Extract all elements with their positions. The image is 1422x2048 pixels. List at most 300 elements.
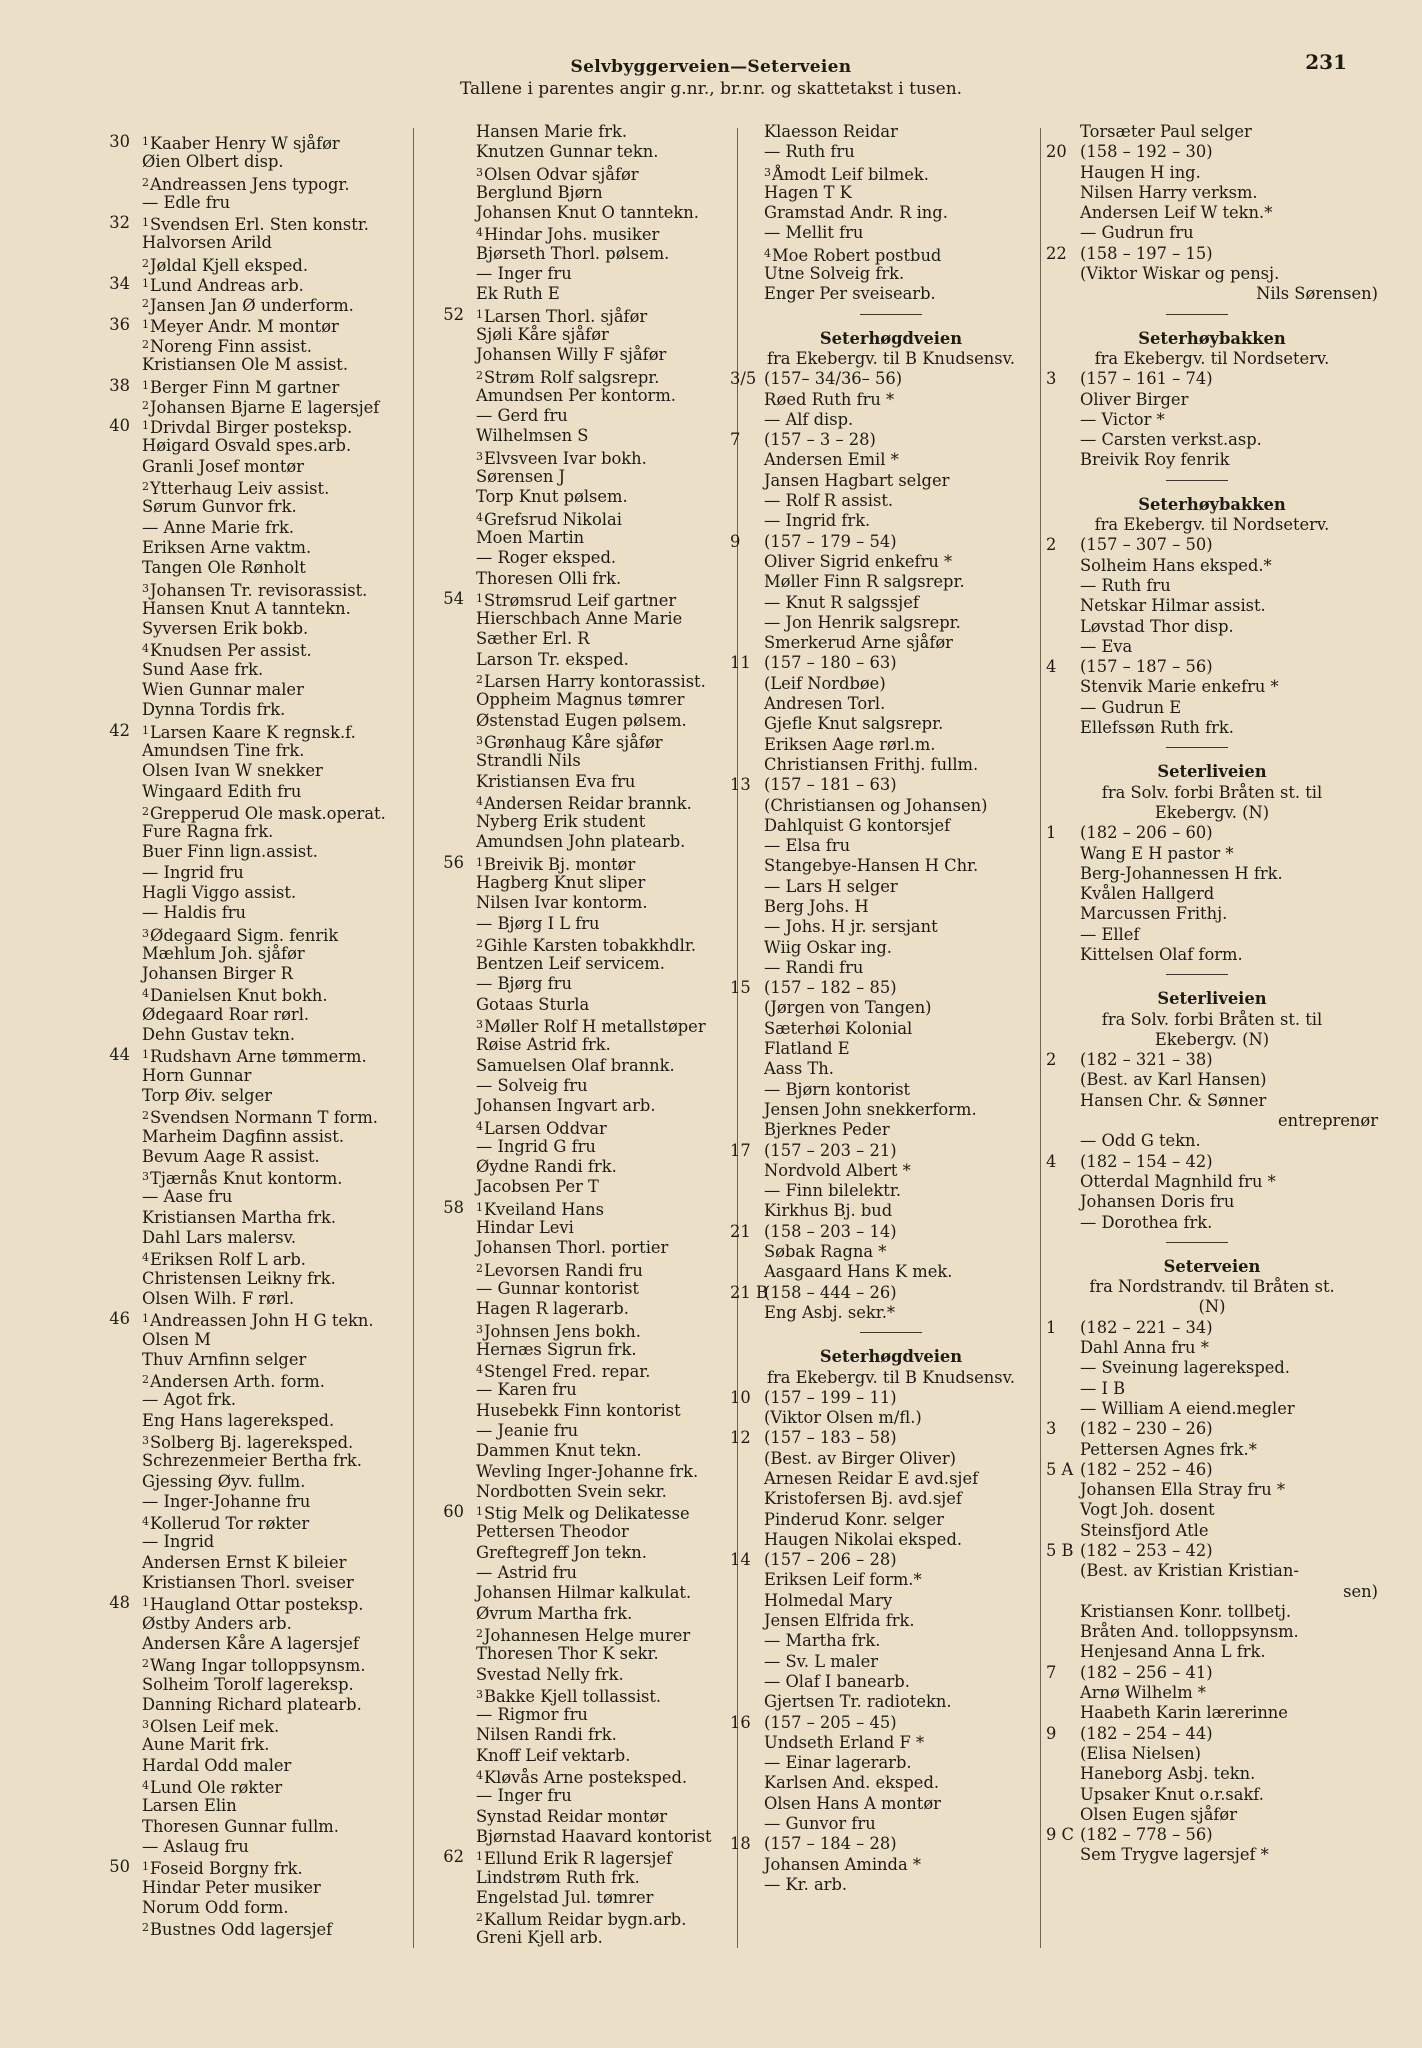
- resident-text: Gjertsen Tr. radiotekn.: [764, 1692, 952, 1712]
- directory-entry: [730, 796, 1052, 816]
- floor-marker: 4: [476, 510, 483, 524]
- resident-text: Øien Olbert disp.: [142, 152, 284, 172]
- house-number: 32: [109, 213, 130, 233]
- street-heading: Seterveien: [1163, 1256, 1261, 1276]
- house-number: 2: [1046, 535, 1057, 555]
- directory-entry: [90, 1735, 410, 1755]
- directory-entry: [1046, 1663, 1378, 1683]
- resident-text: Arnesen Reidar E avd.sjef: [764, 1469, 979, 1488]
- floor-marker: 3: [476, 165, 483, 179]
- directory-entry: [1046, 1703, 1378, 1723]
- resident-text: Christensen Leikny frk.: [142, 1268, 336, 1288]
- resident-text: Breivik Bj. montør: [484, 854, 636, 874]
- resident-text: — Inger-Johanne fru: [142, 1491, 311, 1511]
- directory-column-1: [90, 132, 410, 1938]
- resident-text: (Elisa Nielsen): [1080, 1743, 1202, 1763]
- directory-entry: [424, 893, 746, 913]
- directory-entry: [424, 1482, 746, 1502]
- resident-text: Wang Ingar tolloppsynsm.: [150, 1656, 366, 1676]
- house-number: 3/5: [730, 369, 757, 389]
- directory-entry: [90, 457, 410, 477]
- directory-entry: [730, 264, 1052, 284]
- directory-entry: [730, 1631, 1052, 1651]
- resident-text: Andersen Reidar brannk.: [484, 793, 692, 813]
- resident-text: — Rolf R assist.: [764, 491, 894, 511]
- resident-text: Johansen Aminda *: [764, 1854, 921, 1874]
- resident-text: Johnsen Jens bokh.: [484, 1321, 641, 1341]
- directory-entry: [424, 1340, 746, 1360]
- resident-text: Synstad Reidar montør: [476, 1806, 668, 1826]
- floor-marker: 3: [476, 733, 483, 747]
- directory-entry: [90, 1309, 410, 1329]
- directory-entry: [730, 1794, 1052, 1814]
- directory-entry: [730, 1141, 1052, 1161]
- floor-marker: 1: [476, 1850, 483, 1864]
- resident-text: Ellefssøn Ruth frk.: [1080, 718, 1234, 738]
- directory-entry: [424, 1543, 746, 1563]
- resident-text: Kollerud Tor røkter: [150, 1514, 310, 1534]
- resident-text: (157 – 161 – 74): [1080, 369, 1213, 389]
- resident-text: Wang E H pastor *: [1080, 843, 1234, 863]
- directory-entry: [730, 532, 1052, 552]
- directory-entry: [90, 1634, 410, 1654]
- directory-entry: [90, 1086, 410, 1106]
- directory-entry: [1046, 1399, 1378, 1419]
- directory-entry: [1046, 1070, 1378, 1090]
- resident-text: — Kr. arb.: [764, 1874, 848, 1894]
- directory-entry: [90, 964, 410, 984]
- directory-entry: [730, 633, 1052, 653]
- directory-entry: [90, 396, 410, 416]
- resident-text: (157 – 180 – 63): [764, 653, 897, 673]
- directory-entry: [424, 548, 746, 568]
- house-number: 9 C: [1046, 1825, 1074, 1845]
- entry-continuation: entreprenør: [1278, 1111, 1378, 1131]
- resident-text: Andreassen John H G tekn.: [150, 1311, 374, 1331]
- directory-entry: [90, 680, 410, 700]
- directory-entry: [424, 1746, 746, 1766]
- resident-text: Andersen Leif W tekn.*: [1080, 203, 1273, 223]
- resident-text: Johansen Birger R: [142, 964, 293, 984]
- directory-entry: [90, 1228, 410, 1248]
- resident-text: — Aslaug fru: [142, 1836, 249, 1856]
- directory-entry: [424, 1299, 746, 1319]
- resident-text: — Bjørg I L fru: [476, 913, 600, 933]
- directory-entry: [1046, 535, 1378, 555]
- directory-entry: [90, 1512, 410, 1532]
- resident-text: Jacobsen Per T: [476, 1177, 599, 1197]
- directory-entry: [424, 426, 746, 446]
- directory-entry: [90, 599, 410, 619]
- directory-entry: [1046, 1683, 1378, 1703]
- resident-text: (Leif Nordbøe): [764, 673, 886, 693]
- resident-text: Sem Trygve lagersjef *: [1080, 1845, 1269, 1865]
- directory-entry: [424, 1583, 746, 1603]
- resident-text: Olsen Hans A montør: [764, 1793, 941, 1813]
- resident-text: Kristiansen Konr. tollbetj.: [1080, 1601, 1292, 1621]
- directory-entry: [424, 690, 746, 710]
- street-route: fra Ekebergv. til Nordseterv.: [1094, 348, 1330, 368]
- street-route: Ekebergv. (N): [1154, 802, 1270, 822]
- resident-text: Haugen Nikolai eksped.: [764, 1529, 963, 1549]
- directory-entry: [90, 1208, 410, 1228]
- directory-entry: [424, 711, 746, 731]
- directory-entry: [424, 1380, 746, 1400]
- resident-text: Rudshavn Arne tømmerm.: [150, 1047, 367, 1067]
- resident-text: Oliver Sigrid enkefru *: [764, 551, 953, 571]
- resident-text: Utne Solveig frk.: [764, 264, 905, 284]
- directory-entry: [1046, 1805, 1378, 1825]
- resident-text: Eriksen Rolf L arb.: [150, 1250, 306, 1270]
- floor-marker: 3: [476, 1018, 483, 1032]
- directory-entry: [1046, 1318, 1378, 1338]
- resident-text: Johansen Hilmar kalkulat.: [476, 1583, 692, 1603]
- floor-marker: 1: [142, 419, 149, 433]
- directory-entry: [90, 761, 410, 781]
- directory-entry: [424, 1198, 746, 1218]
- directory-entry: [730, 1120, 1052, 1140]
- resident-text: Breivik Roy fenrik: [1080, 450, 1230, 470]
- directory-entry: [730, 1408, 1052, 1428]
- directory-entry: [730, 1100, 1052, 1120]
- directory-entry: [90, 1593, 410, 1613]
- house-number: 42: [109, 720, 130, 740]
- resident-text: Foseid Borgny frk.: [150, 1859, 303, 1879]
- directory-entry: [424, 995, 746, 1015]
- directory-entry: [90, 1269, 410, 1289]
- directory-entry: [1046, 1213, 1378, 1233]
- directory-entry: [90, 1411, 410, 1431]
- directory-entry: [424, 1725, 746, 1745]
- resident-text: Kaaber Henry W sjåfør: [150, 134, 340, 153]
- house-number: 38: [109, 375, 130, 395]
- resident-text: Greni Kjell arb.: [476, 1928, 603, 1948]
- resident-text: Thuv Arnfinn selger: [142, 1349, 307, 1369]
- resident-text: Ellund Erik R lagersjef: [484, 1849, 673, 1869]
- directory-entry: [424, 1441, 746, 1461]
- street-heading: Seterhøgdveien: [819, 1347, 963, 1367]
- directory-entry: [90, 315, 410, 335]
- resident-text: Østenstad Eugen pølsem.: [476, 710, 687, 730]
- resident-text: Johannesen Helge murer: [484, 1625, 691, 1645]
- resident-text: Andreassen Jens typogr.: [150, 174, 350, 194]
- house-number: 21 B: [730, 1282, 768, 1302]
- floor-marker: 3: [476, 449, 483, 463]
- resident-text: Hindar Levi: [476, 1218, 574, 1238]
- directory-entry: [1046, 369, 1378, 389]
- house-number: 11: [730, 653, 751, 673]
- resident-text: Meyer Andr. M montør: [150, 316, 339, 336]
- directory-entry: [1046, 945, 1378, 965]
- resident-text: Olsen M: [142, 1329, 211, 1349]
- directory-entry: [424, 853, 746, 873]
- floor-marker: 4: [142, 1515, 149, 1529]
- resident-text: Pettersen Theodor: [476, 1522, 629, 1542]
- resident-text: Wingaard Edith fru: [142, 781, 302, 801]
- directory-entry: [90, 1289, 410, 1309]
- directory-entry: [90, 782, 410, 802]
- directory-entry: [424, 1827, 746, 1847]
- floor-marker: 2: [142, 1657, 149, 1671]
- house-number: 60: [443, 1502, 464, 1522]
- directory-entry: [424, 751, 746, 771]
- directory-entry: [730, 1489, 1052, 1509]
- directory-entry: [1046, 1541, 1378, 1561]
- resident-text: (157 – 307 – 50): [1080, 535, 1213, 555]
- resident-text: Hagen R lagerarb.: [476, 1299, 629, 1319]
- resident-text: Andersen Ernst K bileier: [142, 1552, 347, 1572]
- resident-text: Nyberg Erik student: [476, 812, 646, 832]
- resident-text: Kløvås Arne posteksped.: [484, 1768, 688, 1788]
- resident-text: Johansen Doris fru: [1080, 1192, 1235, 1212]
- resident-text: Ødegaard Roar rørl.: [142, 1004, 310, 1024]
- directory-entry: [90, 944, 410, 964]
- directory-entry: [424, 1279, 746, 1299]
- directory-entry: [90, 660, 410, 680]
- floor-marker: 3: [142, 1434, 149, 1447]
- directory-entry: [424, 366, 746, 386]
- directory-entry: [1046, 183, 1378, 203]
- house-number: 3: [1046, 369, 1057, 389]
- resident-text: Nordbotten Svein sekr.: [476, 1481, 667, 1501]
- resident-text: Jensen Elfrida frk.: [764, 1611, 915, 1631]
- resident-text: Solheim Torolf lagereksp.: [142, 1674, 354, 1694]
- resident-text: Haabeth Karin lærerinne: [1080, 1703, 1288, 1723]
- directory-entry: [424, 1462, 746, 1482]
- floor-marker: 1: [476, 1505, 483, 1519]
- resident-text: Larson Tr. eksped.: [476, 649, 629, 669]
- directory-entry: [90, 1878, 410, 1898]
- house-number: 14: [730, 1550, 751, 1570]
- resident-text: Thoresen Gunnar fullm.: [142, 1816, 339, 1836]
- street-route: fra Nordstrandv. til Bråten st.: [1089, 1277, 1335, 1297]
- house-number: 58: [443, 1197, 464, 1217]
- resident-text: Gjefle Knut salgsrepr.: [764, 714, 944, 734]
- resident-text: Christiansen Frithj. fullm.: [764, 754, 979, 774]
- directory-entry: [424, 1786, 746, 1806]
- directory-entry: [90, 1472, 410, 1492]
- directory-entry: [1046, 1480, 1378, 1500]
- resident-text: Kallum Reidar bygn.arb.: [484, 1910, 687, 1930]
- directory-entry: [730, 1530, 1052, 1550]
- resident-text: Marcussen Frithj.: [1080, 904, 1228, 924]
- section-divider: [1046, 1233, 1378, 1251]
- resident-text: Møller Finn R salgsrepr.: [764, 572, 965, 592]
- resident-text: — Randi fru: [764, 957, 864, 977]
- directory-entry: [1046, 1845, 1378, 1865]
- directory-column-3: [730, 122, 1052, 1895]
- resident-text: — Gerd fru: [476, 406, 568, 426]
- directory-entry: [90, 538, 410, 558]
- resident-text: Kvålen Hallgerd: [1080, 884, 1215, 904]
- floor-marker: 2: [476, 673, 483, 687]
- directory-entry: [90, 842, 410, 862]
- resident-text: Fure Ragna frk.: [142, 822, 274, 842]
- floor-marker: 3: [142, 1170, 149, 1184]
- resident-text: (157 – 187 – 56): [1080, 657, 1213, 677]
- resident-text: Torsæter Paul selger: [1080, 122, 1252, 141]
- house-number: 56: [443, 852, 464, 872]
- directory-entry: [730, 735, 1052, 755]
- directory-entry: [730, 1222, 1052, 1242]
- resident-text: Jensen John snekkerform.: [764, 1099, 977, 1119]
- directory-entry: [730, 1733, 1052, 1753]
- directory-entry: [730, 1692, 1052, 1712]
- resident-text: Berg-Johannessen H frk.: [1080, 863, 1283, 883]
- directory-entry: [424, 1096, 746, 1116]
- section-divider: [1046, 305, 1378, 323]
- directory-entry: [90, 1898, 410, 1918]
- directory-entry: [424, 467, 746, 487]
- house-number: 16: [730, 1712, 751, 1732]
- directory-entry: [424, 264, 746, 284]
- directory-entry: [1046, 617, 1378, 637]
- resident-text: Bjerknes Peder: [764, 1120, 890, 1140]
- resident-text: Lindstrøm Ruth frk.: [476, 1867, 640, 1887]
- floor-marker: 2: [142, 175, 149, 189]
- directory-entry: [424, 1847, 746, 1867]
- directory-entry: [424, 1076, 746, 1096]
- directory-entry: [730, 1080, 1052, 1100]
- directory-entry: [90, 1045, 410, 1065]
- directory-entry: [1046, 1622, 1378, 1642]
- resident-text: — Carsten verkst.asp.: [1080, 430, 1262, 450]
- resident-text: Eriksen Arne vaktm.: [142, 537, 312, 557]
- resident-text: Gramstad Andr. R ing.: [764, 203, 948, 223]
- floor-marker: 2: [142, 337, 149, 351]
- resident-text: Knudsen Per assist.: [150, 641, 312, 661]
- resident-text: — Dorothea frk.: [1080, 1212, 1213, 1232]
- street-route: fra Ekebergv. til Nordseterv.: [1094, 515, 1330, 535]
- directory-entry: [90, 1695, 410, 1715]
- directory-entry: [90, 863, 410, 883]
- resident-text: Bustnes Odd lagersjef: [150, 1920, 333, 1940]
- directory-entry: [424, 325, 746, 345]
- street-route: fra Ekebergv. til B Knudsensv.: [766, 348, 1016, 368]
- resident-text: Smerkerud Arne sjåfør: [764, 633, 953, 653]
- resident-text: Olsen Ivan W snekker: [142, 761, 323, 781]
- directory-entry: [424, 1320, 746, 1340]
- floor-marker: 2: [476, 368, 483, 382]
- directory-entry: [730, 450, 1052, 470]
- directory-entry: [90, 619, 410, 639]
- resident-text: Ødegaard Sigm. fenrik: [150, 925, 339, 945]
- floor-marker: 1: [142, 1596, 149, 1610]
- resident-text: Røed Ruth fru *: [764, 389, 895, 409]
- directory-entry: [730, 613, 1052, 633]
- resident-text: Hagberg Knut sliper: [476, 872, 646, 892]
- resident-text: Ytterhaug Leiv assist.: [150, 479, 330, 499]
- resident-text: Knutzen Gunnar tekn.: [476, 142, 659, 162]
- house-number: 62: [443, 1847, 464, 1867]
- directory-entry: [1046, 1358, 1378, 1378]
- directory-entry: [424, 305, 746, 325]
- directory-entry: [1046, 1379, 1378, 1399]
- resident-text: Eriksen Aage rørl.m.: [764, 734, 936, 754]
- resident-text: (182 – 253 – 42): [1080, 1541, 1213, 1560]
- directory-entry: [1046, 430, 1378, 450]
- resident-text: Møller Rolf H metallstøper: [484, 1017, 706, 1037]
- resident-text: Røise Astrid frk.: [476, 1035, 611, 1055]
- house-number: 3: [1046, 1419, 1057, 1439]
- directory-entry: [424, 1157, 746, 1177]
- resident-text: Enger Per sveisearb.: [764, 284, 936, 304]
- directory-entry: [90, 1187, 410, 1207]
- directory-entry: [424, 1177, 746, 1197]
- directory-entry: [1046, 1152, 1378, 1172]
- resident-text: — Olaf I banearb.: [764, 1671, 910, 1691]
- directory-column-2: [424, 122, 746, 1949]
- directory-entry: [90, 518, 410, 538]
- directory-entry: [1046, 1460, 1378, 1480]
- resident-text: — Sveinung lagereksped.: [1080, 1358, 1290, 1378]
- directory-entry: [90, 1918, 410, 1938]
- directory-entry: [90, 984, 410, 1004]
- floor-marker: 4: [142, 1251, 149, 1265]
- directory-entry: [730, 938, 1052, 958]
- floor-marker: 3: [764, 165, 771, 179]
- house-number: 34: [109, 274, 130, 294]
- resident-text: Johansen Tr. revisorassist.: [150, 580, 368, 600]
- directory-entry: [730, 1875, 1052, 1895]
- resident-text: Åmodt Leif bilmek.: [772, 164, 929, 184]
- directory-entry: [424, 914, 746, 934]
- house-number: 44: [109, 1045, 130, 1065]
- directory-entry: [424, 1624, 746, 1644]
- directory-entry: [730, 1550, 1052, 1570]
- directory-entry: [730, 223, 1052, 243]
- resident-text: Klaesson Reidar: [764, 122, 898, 141]
- directory-entry: [730, 1283, 1052, 1303]
- resident-text: Eriksen Leif form.*: [764, 1570, 922, 1590]
- directory-entry: [424, 609, 746, 629]
- directory-entry: [730, 998, 1052, 1018]
- directory-entry: [730, 1591, 1052, 1611]
- house-number: 40: [109, 416, 130, 436]
- resident-text: — Jon Henrik salgsrepr.: [764, 612, 961, 632]
- house-number: 9: [1046, 1723, 1057, 1743]
- street-route: Ekebergv. (N): [1154, 1029, 1270, 1049]
- resident-text: — Jeanie fru: [476, 1421, 579, 1440]
- floor-marker: 2: [142, 480, 149, 494]
- section-divider: [1046, 965, 1378, 983]
- directory-entry: [90, 376, 410, 396]
- directory-entry: [424, 284, 746, 304]
- directory-entry: [730, 653, 1052, 673]
- resident-text: Oliver Birger: [1080, 389, 1189, 409]
- directory-entry: [730, 694, 1052, 714]
- directory-entry: [424, 569, 746, 589]
- resident-text: Johansen Ella Stray fru *: [1080, 1480, 1286, 1500]
- directory-entry: [730, 1161, 1052, 1181]
- directory-entry: [730, 836, 1052, 856]
- directory-entry: [90, 1857, 410, 1877]
- directory-entry: [730, 410, 1052, 430]
- directory-entry: [424, 244, 746, 264]
- resident-text: Andresen Torl.: [764, 694, 886, 714]
- floor-marker: 1: [142, 1048, 149, 1062]
- floor-marker: 1: [142, 378, 149, 392]
- resident-text: (182 – 256 – 41): [1080, 1662, 1213, 1682]
- resident-text: Stenvik Marie enkefru *: [1080, 677, 1279, 697]
- resident-text: — Haldis fru: [142, 903, 247, 923]
- directory-entry: [424, 670, 746, 690]
- directory-entry: [424, 1604, 746, 1624]
- directory-entry: [90, 639, 410, 659]
- directory-entry: [730, 1388, 1052, 1408]
- resident-text: Gjessing Øyv. fullm.: [142, 1471, 306, 1491]
- directory-entry: [90, 721, 410, 741]
